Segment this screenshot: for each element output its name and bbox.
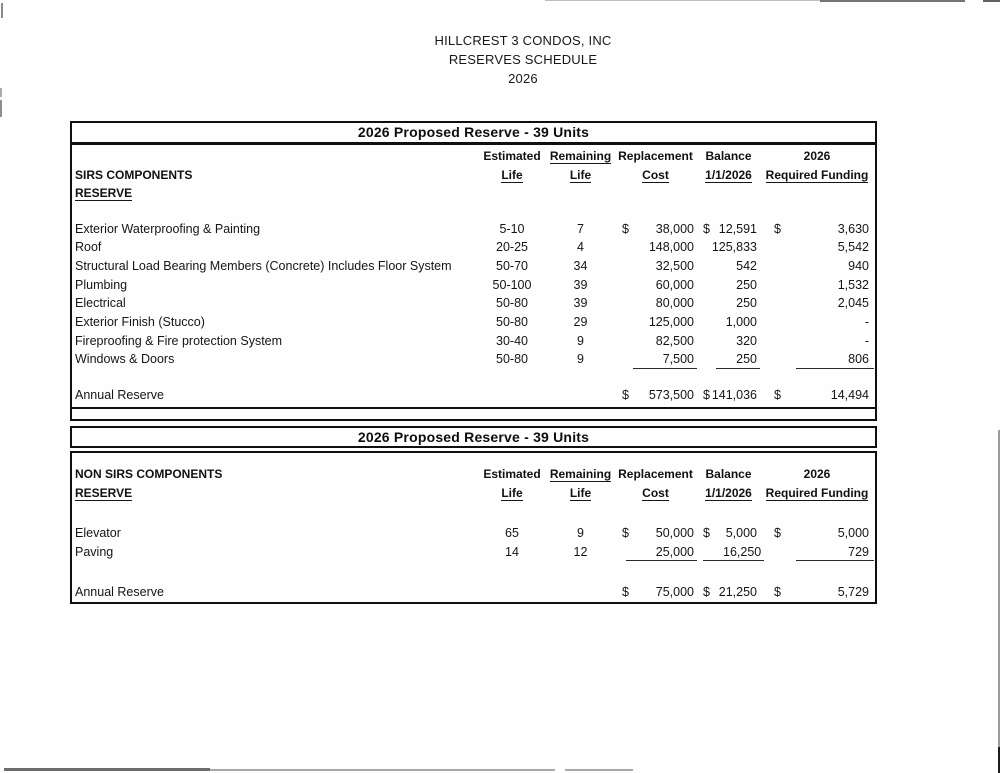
- section-sublabel: RESERVE: [75, 186, 133, 200]
- remaining-life-value: 39: [573, 296, 588, 311]
- replacement-cost-value: 80,000: [655, 296, 694, 311]
- col-header-remaining: Remaining: [549, 149, 612, 163]
- col-header-life-2: Life: [569, 167, 592, 182]
- col-header-estimated: Estimated: [483, 149, 541, 163]
- table-row: [72, 313, 875, 332]
- balance-value: $ 12,591: [703, 221, 757, 236]
- total-required-funding: $ 14,494: [774, 388, 869, 402]
- table-row: [72, 524, 875, 543]
- balance-value: 250: [736, 277, 757, 292]
- col-header-balance: Balance: [705, 149, 752, 163]
- table-row: [72, 294, 875, 313]
- col-header-replacement: Replacement: [618, 467, 693, 481]
- component-label: Elevator: [75, 526, 121, 540]
- remaining-life-value: 9: [577, 526, 584, 540]
- scan-artifact-left-mark: [0, 88, 2, 97]
- component-label: Exterior Waterproofing & Painting: [75, 221, 261, 236]
- scan-artifact-left-mark: [0, 100, 2, 117]
- component-label: Roof: [75, 240, 102, 255]
- remaining-life-value: 12: [573, 544, 588, 559]
- estimated-life-value: 14: [505, 544, 519, 559]
- estimated-life-value: 50-80: [496, 314, 528, 329]
- component-label: Paving: [75, 544, 114, 559]
- col-header-balance: Balance: [705, 467, 752, 481]
- scan-artifact-bottom-line: [565, 769, 633, 771]
- total-required-funding: $ 5,729: [774, 585, 869, 600]
- annual-reserve-row: [72, 386, 875, 405]
- estimated-life-value: 50-80: [496, 296, 528, 311]
- component-label: Fireproofing & Fire protection System: [75, 333, 283, 348]
- header-empty-cell: [72, 147, 477, 166]
- table2-header-row-1: [72, 465, 875, 484]
- col-header-estimated: Estimated: [483, 467, 541, 481]
- non-sirs-reserve-table: [70, 451, 877, 604]
- col-header-life-2: Life: [569, 485, 592, 500]
- total-balance: $ 141,036: [703, 388, 757, 402]
- total-replacement-cost: $ 75,000: [622, 585, 694, 600]
- replacement-cost-value: 125,000: [648, 314, 694, 329]
- spacer: [72, 453, 875, 465]
- table1-banner: 2026 Proposed Reserve - 39 Units: [72, 123, 875, 145]
- table2-header-row-2: [72, 484, 875, 503]
- required-funding-value: 806: [760, 350, 874, 369]
- table1-header-row-2: [72, 166, 875, 185]
- table-row: [72, 276, 875, 295]
- col-header-2026: 2026: [803, 149, 831, 163]
- required-funding-value: 729: [760, 543, 874, 562]
- annual-reserve-row: [72, 583, 875, 602]
- table1-header-row-1: [72, 147, 875, 166]
- table-row: [72, 543, 875, 562]
- col-header-remaining: Remaining: [549, 467, 612, 481]
- schedule-title: RESERVES SCHEDULE: [448, 52, 598, 67]
- col-header-life-1: Life: [501, 485, 523, 500]
- scan-artifact-left-mark: [1, 3, 3, 18]
- component-label: Structural Load Bearing Members (Concrete) Includes Floor System: [75, 258, 452, 273]
- balance-value: 1,000: [725, 314, 757, 329]
- scan-artifact-top-line: [545, 0, 820, 1]
- balance-value: 125,833: [711, 240, 757, 255]
- table1-header-row-3: [72, 184, 875, 203]
- table-row: [72, 257, 875, 276]
- required-funding-value: 940: [848, 258, 869, 273]
- remaining-life-value: 9: [577, 333, 584, 348]
- sirs-reserve-table: [70, 121, 877, 421]
- spacer: [72, 203, 875, 220]
- required-funding-value: $ 3,630: [774, 221, 869, 236]
- col-header-balance-date: 1/1/2026: [705, 167, 752, 182]
- estimated-life-value: 30-40: [496, 333, 528, 348]
- spacer: [72, 561, 875, 583]
- replacement-cost-value: 7,500: [614, 350, 697, 369]
- scan-artifact-bottom-line: [4, 768, 210, 771]
- required-funding-value: 2,045: [837, 296, 869, 311]
- table-row: [72, 332, 875, 351]
- required-funding-value: -: [864, 333, 869, 348]
- table-row: [72, 220, 875, 239]
- spacer: [72, 502, 875, 524]
- annual-reserve-label: Annual Reserve: [75, 585, 164, 600]
- required-funding-value: 1,532: [837, 277, 869, 292]
- col-header-required-funding: Required Funding: [765, 167, 869, 182]
- replacement-cost-value: $ 50,000: [622, 526, 694, 540]
- component-label: Exterior Finish (Stucco): [75, 314, 205, 329]
- total-rule: [72, 407, 875, 409]
- replacement-cost-value: $ 38,000: [622, 221, 694, 236]
- scan-artifact-bottom-line: [210, 769, 555, 771]
- total-balance: $ 21,250: [703, 585, 757, 600]
- remaining-life-value: 29: [573, 314, 588, 329]
- table-row: [72, 238, 875, 257]
- balance-value: 250: [697, 350, 760, 369]
- required-funding-value: $ 5,000: [774, 526, 869, 540]
- section-label: NON SIRS COMPONENTS: [75, 467, 223, 481]
- replacement-cost-value: 32,500: [655, 258, 694, 273]
- replacement-cost-value: 25,000: [614, 543, 697, 562]
- section-label: SIRS COMPONENTS: [75, 167, 193, 182]
- balance-value: 320: [736, 333, 757, 348]
- table-row: [72, 350, 875, 369]
- balance-value: 16,250: [697, 543, 760, 562]
- remaining-life-value: 4: [577, 240, 584, 255]
- required-funding-value: -: [864, 314, 869, 329]
- col-header-2026: 2026: [803, 467, 831, 481]
- col-header-balance-date: 1/1/2026: [705, 485, 752, 500]
- estimated-life-value: 50-70: [496, 258, 528, 273]
- component-label: Electrical: [75, 296, 126, 311]
- component-label: Windows & Doors: [75, 352, 175, 367]
- balance-value: 542: [736, 258, 757, 273]
- estimated-life-value: 5-10: [499, 221, 525, 236]
- estimated-life-value: 50-100: [492, 277, 532, 292]
- schedule-year: 2026: [508, 71, 538, 86]
- scan-artifact-top-line: [983, 0, 1000, 2]
- required-funding-value: 5,542: [837, 240, 869, 255]
- estimated-life-value: 65: [505, 526, 519, 540]
- annual-reserve-label: Annual Reserve: [75, 388, 164, 402]
- remaining-life-value: 39: [573, 277, 588, 292]
- balance-value: $ 5,000: [703, 526, 757, 540]
- replacement-cost-value: 60,000: [655, 277, 694, 292]
- replacement-cost-value: 148,000: [648, 240, 694, 255]
- col-header-life-1: Life: [501, 167, 523, 182]
- document-title-block: [323, 31, 723, 88]
- scan-artifact-top-line: [820, 0, 965, 2]
- col-header-required-funding: Required Funding: [765, 485, 869, 500]
- remaining-life-value: 9: [577, 352, 584, 367]
- company-name: HILLCREST 3 CONDOS, INC: [434, 33, 612, 48]
- replacement-cost-value: 82,500: [655, 333, 694, 348]
- balance-value: 250: [736, 296, 757, 311]
- col-header-replacement: Replacement: [618, 149, 693, 163]
- estimated-life-value: 20-25: [496, 240, 528, 255]
- estimated-life-value: 50-80: [496, 352, 528, 367]
- col-header-cost: Cost: [642, 167, 669, 182]
- remaining-life-value: 34: [573, 258, 588, 273]
- component-label: Plumbing: [75, 277, 128, 292]
- non-sirs-table-banner: 2026 Proposed Reserve - 39 Units: [70, 426, 877, 448]
- remaining-life-value: 7: [577, 221, 584, 236]
- col-header-cost: Cost: [642, 485, 669, 500]
- total-replacement-cost: $ 573,500: [622, 388, 694, 402]
- spacer: [72, 369, 875, 386]
- section-sublabel: RESERVE: [75, 485, 133, 500]
